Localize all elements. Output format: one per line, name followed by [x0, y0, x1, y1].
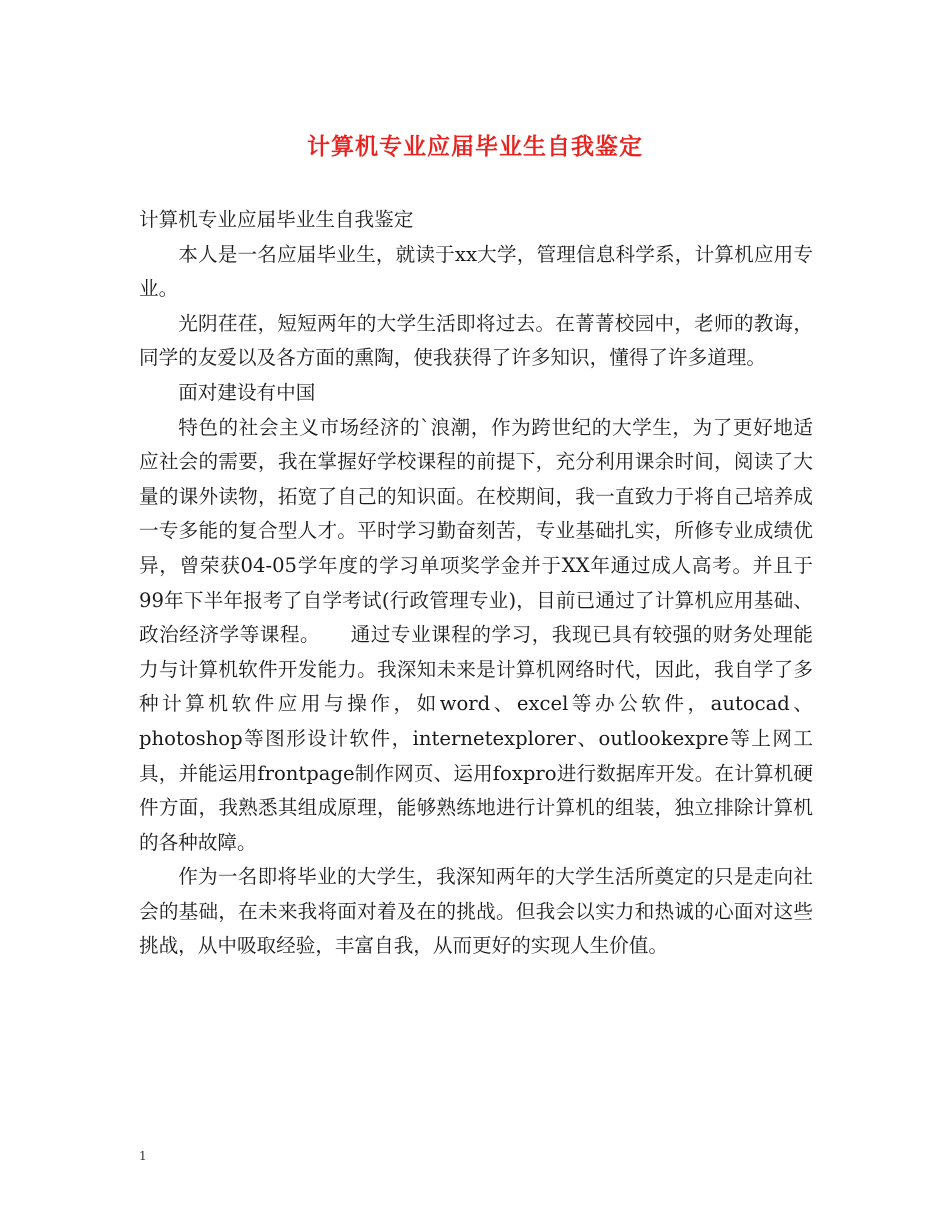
paragraph-study-and-skills: 特色的社会主义市场经济的`浪潮，作为跨世纪的大学生，为了更好地适应社会的需要，我在掌握好学校课程的前提下，充分利用课余时间，阅读了大量的课外读物，拓宽了自己的知识面。在校期间，我一直致力于将自己培养成一专多能的复合型人才。平时学习勤奋刻苦，专业基础扎实，所修专业成绩优异，曾荣获04-05学年度的学习单项奖学金并于XX年通过成人高考。并且于99年下半年报考了自学考试(行政管理专业)，目前已通过了计算机应用基础、政治经济学等课程。 通过专业课程的学习，我现已具有较强的财务处理能力与计算机软件开发能力。我深知未来是计算机网络时代，因此，我自学了多种计算机软件应用与操作，如word、excel等办公软件，autocad、photoshop等图形设计软件，internetexplorer、outlookexpre等上网工具，并能运用frontpage制作网页、运用foxpro进行数据库开发。在计算机硬件方面，我熟悉其组成原理，能够熟练地进行计算机的组装，独立排除计算机的各种故障。: [139, 415, 813, 854]
document-subtitle: 计算机专业应届毕业生自我鉴定: [139, 208, 414, 231]
paragraph-intro: 本人是一名应届毕业生，就读于xx大学，管理信息科学系，计算机应用专业。: [139, 242, 813, 301]
paragraph-conclusion: 作为一名即将毕业的大学生，我深知两年的大学生活所奠定的只是走向社会的基础，在未来我将面对着及在的挑战。但我会以实力和热诚的心面对这些挑战，从中吸取经验，丰富自我，从而更好的实现人生价值。: [139, 865, 813, 958]
page-number: 1: [139, 1149, 147, 1163]
document-title: 计算机专业应届毕业生自我鉴定: [307, 133, 643, 160]
paragraph-facing-construction: 面对建设有中国: [178, 380, 316, 404]
document-body: [139, 203, 813, 964]
paragraph-college-life: 光阴荏荏，短短两年的大学生活即将过去。在菁菁校园中，老师的教诲，同学的友爱以及各方面的熏陶，使我获得了许多知识，懂得了许多道理。: [139, 311, 813, 370]
